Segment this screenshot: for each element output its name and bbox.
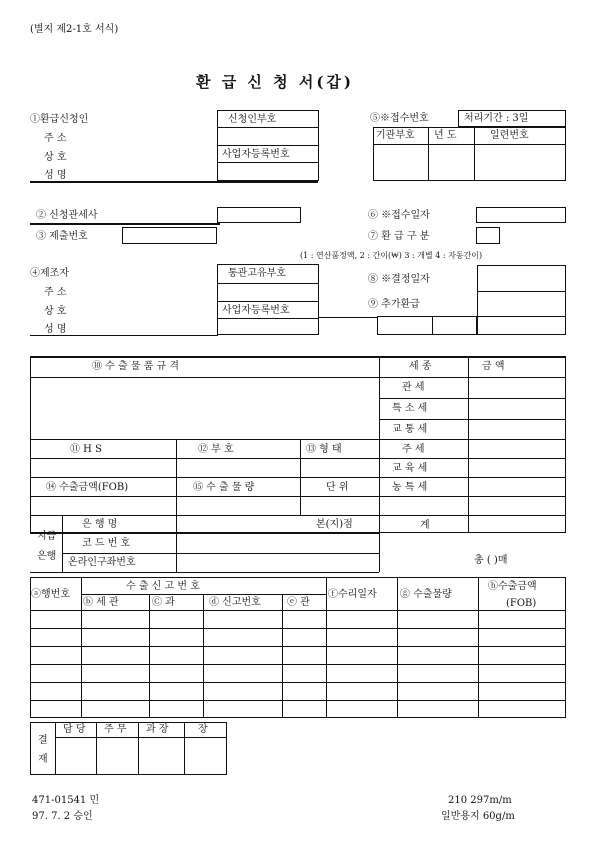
divider <box>217 301 319 302</box>
divider <box>217 318 319 319</box>
divider <box>373 144 566 145</box>
divider <box>474 127 475 181</box>
org-code-field[interactable] <box>375 146 427 180</box>
approval-manager: 주 무 <box>104 724 127 735</box>
fob-header-2: (FOB) <box>506 598 537 609</box>
applicant-underline <box>30 181 318 183</box>
customs-code-label: 통관고유부호 <box>228 268 286 279</box>
accept-date-header: ⓕ수리일자 <box>328 589 377 600</box>
bank-side-label-2: 은행 <box>37 551 57 562</box>
additional-refund-label: ⑨ 추가환급 <box>368 299 420 310</box>
manufacturer-biz-no-label: 사업자등록번호 <box>222 305 290 316</box>
bank-side-label-1: 지급 <box>37 531 57 542</box>
manufacturer-underline <box>30 335 218 336</box>
footer-paper-size: 210 297m/m <box>448 795 512 806</box>
tax-amount-fields[interactable] <box>470 379 565 532</box>
branch-label: 본(지)점 <box>316 519 353 530</box>
goods-spec-field[interactable] <box>32 379 378 438</box>
unit-label: 단 위 <box>326 482 349 493</box>
fob-label: ⑭ 수출금액(FOB) <box>46 482 129 493</box>
divider <box>30 572 379 573</box>
applicant-label: ①환급신청인 <box>30 114 89 125</box>
export-qty-header: ⓖ 수출물량 <box>400 589 452 600</box>
decl-no-header: ⓓ 신고번호 <box>209 597 261 608</box>
customs-office-header: ⓑ 세 관 <box>83 597 119 608</box>
serial-field[interactable] <box>476 146 565 180</box>
divider <box>477 291 566 292</box>
divider <box>428 127 429 181</box>
tax-rural-special: 농 특 세 <box>392 482 428 493</box>
approval-section-chief: 과 장 <box>146 724 169 735</box>
applicant-company-label: 상 호 <box>44 152 67 163</box>
fob-field[interactable] <box>32 498 175 514</box>
divider <box>81 594 326 595</box>
amount-header: 금 액 <box>482 361 505 372</box>
approval-side-1: 결 <box>38 735 48 746</box>
divider <box>379 533 380 572</box>
code-label: ⑫ 부 호 <box>198 444 234 455</box>
row-no-header: ⓐ행번호 <box>31 589 70 600</box>
divider <box>217 145 319 146</box>
divider <box>30 377 566 378</box>
account-no-label: 온라인구좌번호 <box>68 557 136 568</box>
refund-type-field[interactable] <box>476 227 500 244</box>
receipt-no-label: ⑤※접수번호 <box>370 113 429 124</box>
divider <box>30 533 379 534</box>
approval-head: 장 <box>198 724 208 735</box>
form-reference: (별지 제2-1호 서식) <box>30 24 119 35</box>
manufacturer-company-label: 상 호 <box>44 306 67 317</box>
tax-education: 교 육 세 <box>392 463 428 474</box>
approval-side-2: 재 <box>38 754 48 765</box>
form-title: 환 급 신 청 서(갑) <box>196 73 355 91</box>
divider <box>176 515 177 572</box>
decision-date-label: ⑧ ※결정일자 <box>368 274 430 285</box>
hs-label: ⑪ H S <box>70 444 102 455</box>
divider <box>55 737 227 738</box>
manufacturer-biz-no-field[interactable] <box>219 320 317 334</box>
broker-field[interactable] <box>217 207 301 223</box>
applicant-biz-no-label: 사업자등록번호 <box>222 149 290 160</box>
divider <box>432 316 433 335</box>
refund-type-label: ⑦ 환 급 구 분 <box>368 231 430 242</box>
tax-total-label: 계 <box>420 520 430 531</box>
code-field[interactable] <box>178 460 299 476</box>
export-no-field[interactable] <box>122 227 217 244</box>
refund-type-note: (1 : 연산품정액, 2 : 간이(₩) 3 : 개별 4 : 자동간이) <box>300 251 483 260</box>
receipt-date-field[interactable] <box>476 207 566 223</box>
export-decl-no-header: 수 출 신 고 번 호 <box>126 581 200 592</box>
tax-special-consumption: 특 소 세 <box>392 403 428 414</box>
manufacturer-name-label: 성 명 <box>44 324 67 335</box>
divider <box>379 356 380 533</box>
bank-name-label: 은 행 명 <box>82 519 118 530</box>
footer-paper-weight: 일반용지 60g/m <box>441 811 515 822</box>
divider <box>300 439 301 515</box>
division-header: Ⓒ 과 <box>152 597 175 608</box>
shape-label: ⑬ 형 태 <box>306 444 342 455</box>
export-no-label: ③ 제출번호 <box>36 231 88 242</box>
divider <box>476 316 477 335</box>
divider <box>30 610 566 611</box>
total-pages: 총 ( )매 <box>474 555 508 566</box>
divider <box>217 283 319 284</box>
applicant-no-field[interactable] <box>219 129 317 144</box>
divider <box>468 356 469 533</box>
tax-customs: 관 세 <box>402 382 425 393</box>
additional-refund-field[interactable] <box>479 293 565 315</box>
approval-staff: 담 당 <box>63 724 86 735</box>
applicant-address-label: 주 소 <box>44 133 67 144</box>
tax-traffic: 교 통 세 <box>392 424 428 435</box>
footer-code: 471-01541 민 <box>32 795 100 806</box>
broker-underline <box>30 223 220 225</box>
processing-period: 처리기간 : 3일 <box>464 113 529 124</box>
year-label: 년 도 <box>434 130 457 141</box>
divider <box>319 317 377 318</box>
export-qty-label: ⑮ 수 출 물 량 <box>193 482 255 493</box>
hs-field[interactable] <box>32 460 175 476</box>
applicant-biz-no-field[interactable] <box>219 164 317 180</box>
serial-label: 일련번호 <box>490 130 529 141</box>
footer-approval-date: 97. 7. 2 승인 <box>32 811 93 822</box>
divider <box>176 439 177 515</box>
bank-code-label: 코 드 번 호 <box>82 538 131 549</box>
export-qty-field[interactable] <box>178 498 299 514</box>
approval-signature-area[interactable] <box>57 739 225 774</box>
divider <box>55 722 56 775</box>
divider <box>217 127 319 128</box>
broker-label: ② 신청관세사 <box>36 210 98 221</box>
tax-liquor: 주 세 <box>402 444 425 455</box>
bank-code-field[interactable] <box>178 535 378 552</box>
shape-field[interactable] <box>302 460 378 476</box>
divider <box>62 553 379 554</box>
decision-date-field[interactable] <box>479 267 565 290</box>
additional-refund-box <box>377 316 566 335</box>
receipt-date-label: ⑥ ※접수일자 <box>368 210 430 221</box>
divider <box>62 515 63 572</box>
year-field[interactable] <box>430 146 473 180</box>
manufacturer-address-label: 주 소 <box>44 287 67 298</box>
tax-type-header: 세 종 <box>409 361 432 372</box>
applicant-name-label: 성 명 <box>44 170 67 181</box>
goods-spec-header: ⑩ 수 출 물 품 규 격 <box>92 361 180 372</box>
divider <box>217 162 319 163</box>
org-code-label: 기관부호 <box>376 130 415 141</box>
fob-header-1: ⓗ수출금액 <box>488 581 537 592</box>
account-no-field[interactable] <box>178 555 378 571</box>
col-e-header: ⓔ 관 <box>287 597 310 608</box>
customs-code-field[interactable] <box>219 285 317 300</box>
declaration-rows[interactable] <box>32 612 564 717</box>
applicant-no-label: 신청인부호 <box>228 114 277 125</box>
manufacturer-label: ④제조자 <box>30 268 69 279</box>
